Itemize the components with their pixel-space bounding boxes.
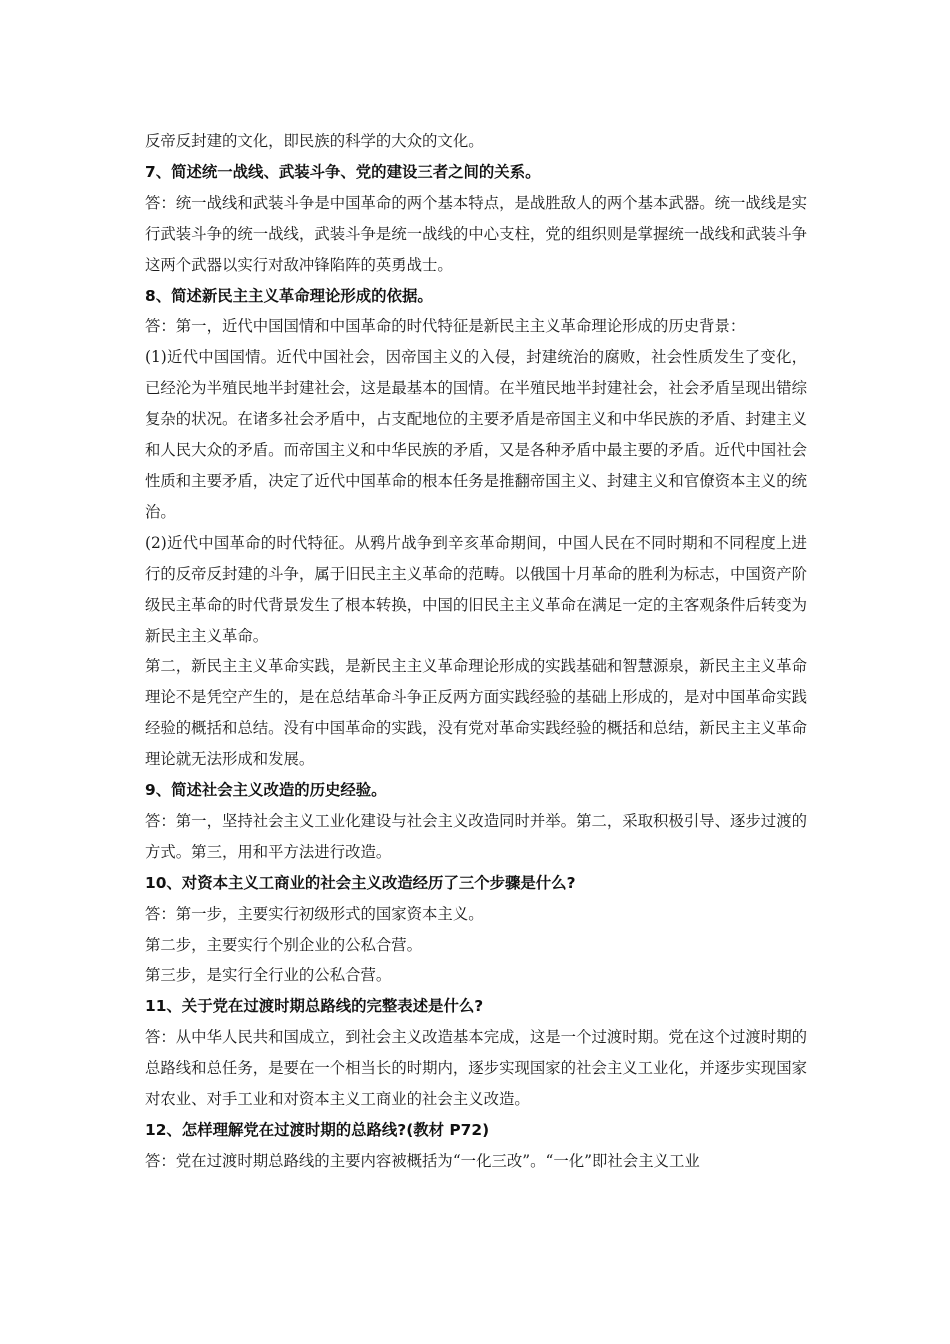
question-11-heading: 11、关于党在过渡时期总路线的完整表述是什么?: [145, 997, 484, 1016]
answer-8-second: 第二，新民主主义革命实践，是新民主主义革命理论形成的实践基础和智慧源泉，新民主主义革命理论不是凭空产生的，是在总结革命斗争正反两方面实践经验的基础上形成的，是对中国革命实践经验的概括和总结。没有中国革命的实践，没有党对革命实践经验的概括和总结，新民主主义革命理论就无法形成和发展。: [145, 657, 807, 769]
document-body: [145, 126, 807, 1177]
answer-10-step-2: 第二步，主要实行个别企业的公私合营。: [145, 935, 423, 954]
question-10-heading: 10、对资本主义工商业的社会主义改造经历了三个步骤是什么?: [145, 873, 576, 892]
question-12-heading: 12、怎样理解党在过渡时期的总路线?(教材 P72): [145, 1121, 490, 1139]
paragraph-continuation: 反帝反封建的文化，即民族的科学的大众的文化。: [145, 132, 484, 150]
answer-10-step-3: 第三步，是实行全行业的公私合营。: [145, 966, 392, 985]
answer-10-step-1: 答：第一步，主要实行初级形式的国家资本主义。: [145, 904, 484, 923]
answer-8-point-2: (2)近代中国革命的时代特征。从鸦片战争到辛亥革命期间，中国人民在不同时期和不同程度上进行的反帝反封建的斗争，属于旧民主主义革命的范畴。以俄国十月革命的胜利为标志，中国资产阶级民主革命的时代背景发生了根本转换，中国的旧民主主义革命在满足一定的主客观条件后转变为新民主主义革命。: [145, 533, 807, 645]
answer-8-intro: 答：第一，近代中国国情和中国革命的时代特征是新民主主义革命理论形成的历史背景：: [145, 317, 746, 336]
answer-12-paragraph: 答：党在过渡时期总路线的主要内容被概括为“一化三改”。“一化”即社会主义工业: [145, 1151, 700, 1170]
answer-11-paragraph: 答：从中华人民共和国成立，到社会主义改造基本完成，这是一个过渡时期。党在这个过渡时期的总路线和总任务，是要在一个相当长的时期内，逐步实现国家的社会主义工业化，并逐步实现国家对农业、对手工业和对资本主义工商业的社会主义改造。: [145, 1028, 807, 1109]
question-8-heading: 8、简述新民主主义革命理论形成的依据。: [145, 286, 433, 305]
answer-9-paragraph: 答：第一，坚持社会主义工业化建设与社会主义改造同时并举。第二，采取积极引导、逐步过渡的方式。第三，用和平方法进行改造。: [145, 811, 807, 861]
answer-7-paragraph: 答：统一战线和武装斗争是中国革命的两个基本特点，是战胜敌人的两个基本武器。统一战线是实行武装斗争的统一战线，武装斗争是统一战线的中心支柱，党的组织则是掌握统一战线和武装斗争这两个武器以实行对敌冲锋陷阵的英勇战士。: [145, 193, 807, 274]
question-7-heading: 7、简述统一战线、武装斗争、党的建设三者之间的关系。: [145, 162, 541, 181]
question-9-heading: 9、简述社会主义改造的历史经验。: [145, 781, 387, 800]
answer-8-point-1: (1)近代中国国情。近代中国社会，因帝国主义的入侵，封建统治的腐败，社会性质发生了变化，已经沦为半殖民地半封建社会，这是最基本的国情。在半殖民地半封建社会，社会矛盾呈现出错综复杂的状况。在诸多社会矛盾中，占支配地位的主要矛盾是帝国主义和中华民族的矛盾、封建主义和人民大众的矛盾。而帝国主义和中华民族的矛盾，又是各种矛盾中最主要的矛盾。近代中国社会性质和主要矛盾，决定了近代中国革命的根本任务是推翻帝国主义、封建主义和官僚资本主义的统治。: [145, 348, 807, 521]
